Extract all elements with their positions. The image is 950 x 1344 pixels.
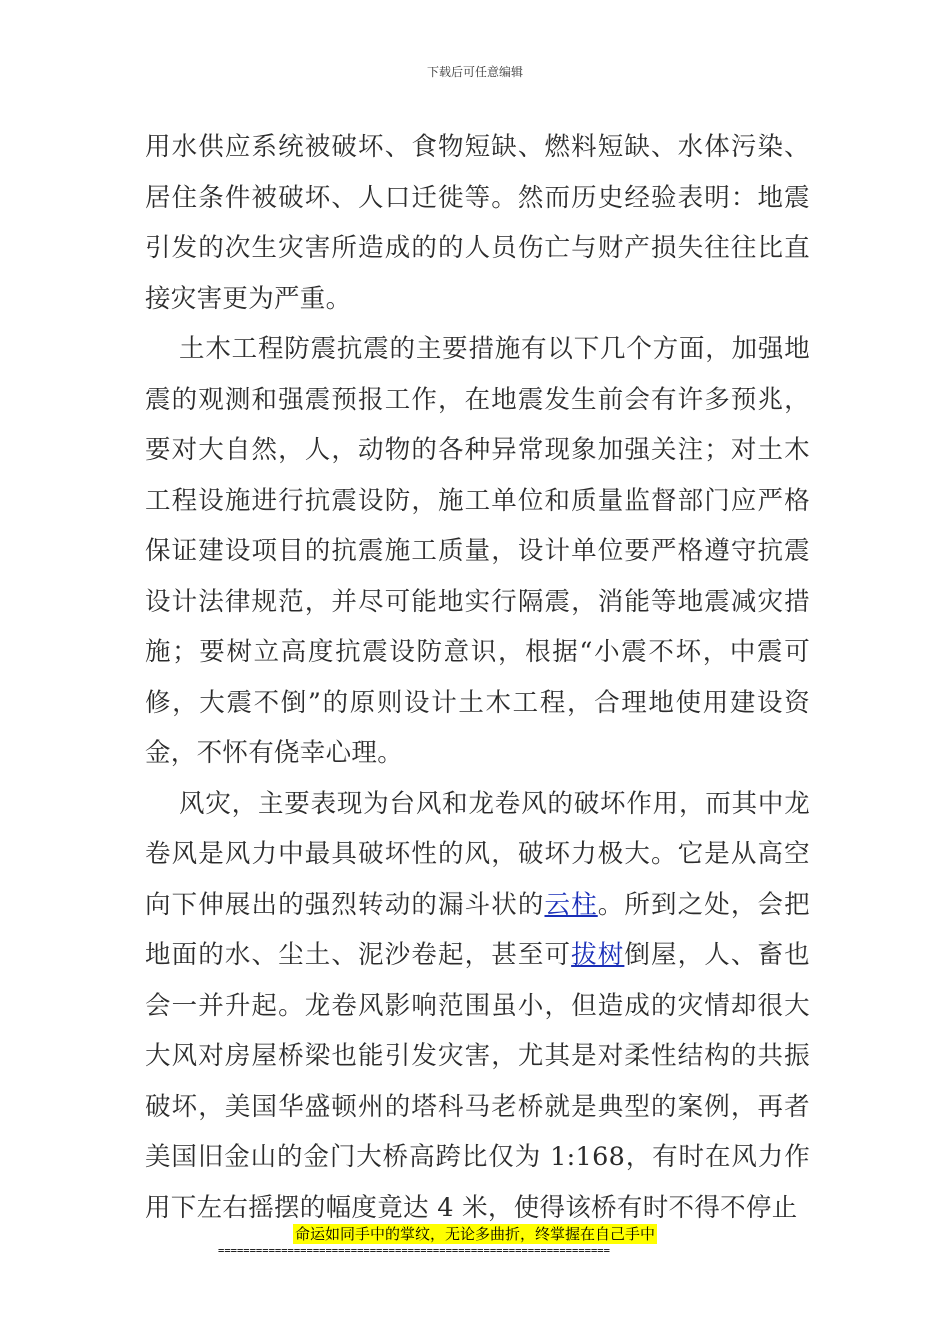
link-uproot-trees[interactable]: 拔树	[571, 940, 625, 970]
footer-motto: 命运如同手中的掌纹，无论多曲折，终掌握在自己手中	[294, 1225, 655, 1243]
document-body	[145, 122, 810, 1233]
paragraph-text-segment: 风灾，主要表现为台风和龙卷风的破坏作用，而其中龙卷风是风力中最具破坏性的风，破坏力极大。它是从高空向下伸展出的强烈转动的漏斗状的	[145, 788, 810, 920]
link-cloud-column[interactable]: 云柱	[544, 889, 598, 920]
paragraph-wind-disasters	[145, 779, 810, 1234]
footer-divider: ==============================================================	[218, 1245, 610, 1257]
paragraph-secondary-disasters: 用水供应系统被破坏、食物短缺、燃料短缺、水体污染、居住条件被破坏、人口迁徙等。然而历史经验表明：地震引发的次生灾害所造成的的人员伤亡与财产损失往往比直接灾害更为严重。	[145, 132, 810, 314]
paragraph-earthquake-measures: 土木工程防震抗震的主要措施有以下几个方面，加强地震的观测和强震预报工作，在地震发生前会有许多预兆，要对大自然，人，动物的各种异常现象加强关注；对土木工程设施进行抗震设防，施工单位和质量监督部门应严格保证建设项目的抗震施工质量，设计单位要严格遵守抗震设计法律规范，并尽可能地实行隔震，消能等地震减灾措施；要树立高度抗震设防意识，根据“小震不坏，中震可修，大震不倒”的原则设计土木工程，合理地使用建设资金，不怀有侥幸心理。	[145, 334, 810, 768]
paragraph-text-segment: 倒屋，人、畜也会一并升起。龙卷风影响范围虽小，但造成的灾情却很大大风对房屋桥梁也能引发灾害，尤其是对柔性结构的共振破坏，美国华盛顿州的塔科马老桥就是典型的案例，再者美国旧金山的金门大桥高跨比仅为 1:168，有时在风力作用下左右摇摆的幅度竟达 4 米，使得该桥有时不得不停止	[145, 940, 810, 1223]
page-header: 下载后可任意编辑	[426, 65, 523, 79]
paragraph-text-segment: 。所到之处，会把地面的水、尘土、泥沙卷起，甚至可	[145, 889, 810, 970]
page-footer	[0, 1224, 950, 1244]
